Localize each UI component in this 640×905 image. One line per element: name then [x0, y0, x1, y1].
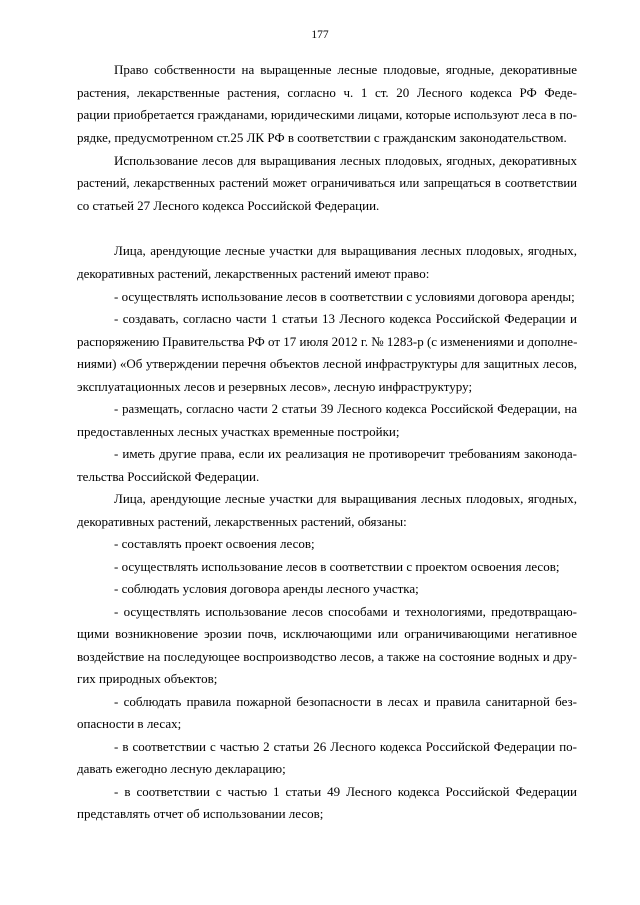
list-item: - иметь другие права, если их реализация не противоречит требованиям законода- — [114, 446, 577, 461]
list-item: - осуществлять использование лесов в соответствии с условиями договора аренды; — [114, 289, 575, 304]
text-line: давать ежегодно лесную декларацию; — [77, 761, 286, 776]
text-line: эксплуатационных лесов и резервных лесов», лесную инфраструктуру; — [77, 379, 473, 394]
list-item: - размещать, согласно части 2 статьи 39 Лесного кодекса Российской Федерации, на — [114, 402, 577, 416]
text-line: Лица, арендующие лесные участки для выращивания лесных плодовых, ягодных, — [114, 491, 577, 506]
text-line: Лица, арендующие лесные участки для выращивания лесных плодовых, ягодных, — [114, 243, 577, 258]
text-line: щими возникновение эрозии почв, исключающими или ограничивающими негативное — [77, 626, 577, 641]
text-line: декоративных растений, лекарственных растений, обязаны: — [77, 514, 407, 529]
list-item: - в соответствии с частью 1 статьи 49 Лесного кодекса Российской Федерации — [114, 784, 577, 799]
text-line: ниями) «Об утверждении перечня объектов лесной инфраструктуры для защитных лесов, — [77, 356, 577, 371]
text-line: предоставленных лесных участках временные постройки; — [77, 424, 400, 439]
text-line: представлять отчет об использовании лесов; — [77, 806, 324, 821]
text-line: гих природных объектов; — [77, 671, 218, 686]
text-line: декоративных растений, лекарственных растений имеют право: — [77, 266, 430, 281]
text-line: опасности в лесах; — [77, 716, 182, 731]
list-item: - соблюдать условия договора аренды лесного участка; — [114, 581, 419, 596]
text-line: со статьей 27 Лесного кодекса Российской Федерации. — [77, 198, 380, 213]
page-number: 177 — [311, 29, 329, 41]
text-line: тельства Российской Федерации. — [77, 469, 260, 484]
text-line: растений, лекарственных растений может ограничиваться или запрещаться в соответствии — [77, 176, 577, 190]
text-line: Право собственности на выращенные лесные плодовые, ягодные, декоративные — [114, 62, 577, 77]
list-item: - создавать, согласно части 1 статьи 13 Лесного кодекса Российской Федерации и — [114, 311, 577, 326]
text-line: растения, лекарственные растения, согласно ч. 1 ст. 20 Лесного кодекса РФ Феде- — [77, 85, 577, 100]
text-line: рации приобретается гражданами, юридическими лицами, которые используют леса в по- — [77, 107, 577, 122]
list-item: - осуществлять использование лесов в соответствии с проектом освоения лесов; — [114, 559, 560, 574]
list-item: - соблюдать правила пожарной безопасности в лесах и правила санитарной без- — [114, 694, 577, 709]
text-line: рядке, предусмотренном ст.25 ЛК РФ в соответствии с гражданским законодательством. — [77, 130, 567, 145]
list-item: - осуществлять использование лесов способами и технологиями, предотвращаю- — [114, 604, 577, 619]
text-line: распоряжению Правительства РФ от 17 июля 2012 г. № 1283-р (с изменениями и дополне- — [77, 334, 578, 349]
text-line: воздействие на последующее воспроизводство лесов, а также на состояние водных и дру- — [77, 649, 577, 664]
text-line: Использование лесов для выращивания лесных плодовых, ягодных, декоративных — [114, 153, 577, 168]
list-item: - в соответствии с частью 2 статьи 26 Лесного кодекса Российской Федерации по- — [114, 739, 577, 754]
list-item: - составлять проект освоения лесов; — [114, 536, 315, 551]
